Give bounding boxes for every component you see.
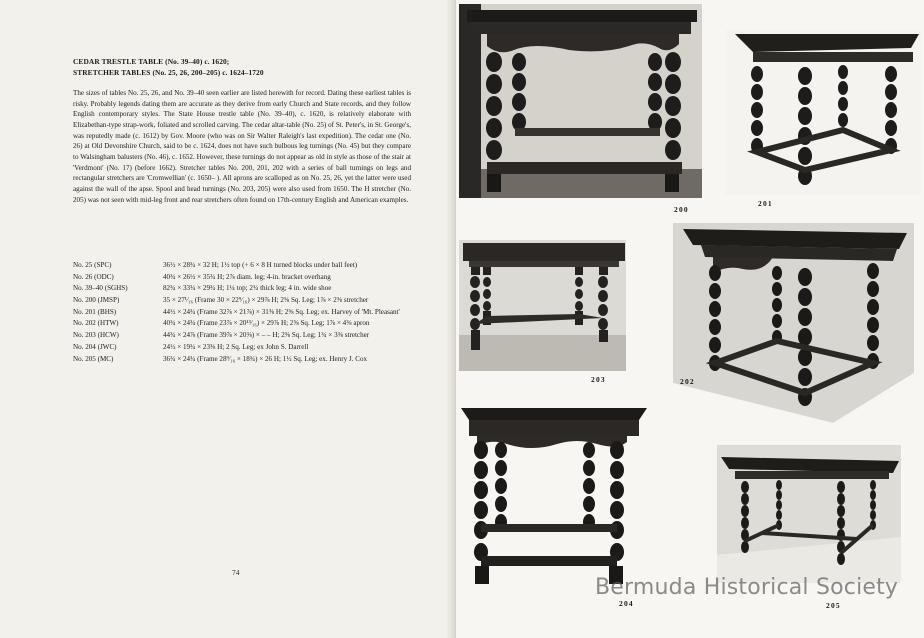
photo-table-203: [459, 240, 626, 371]
spec-desc: 35 × 27¹⁄₁₆ (Frame 30 × 22⁹⁄₁₆) × 29⅞ H; 2⅝ Sq. Leg; 1⅞ × 2⅜ stretcher: [163, 296, 369, 305]
photo-table-205: [717, 445, 901, 583]
spec-id: No. 200 (JMSP): [73, 296, 120, 305]
spec-desc: 36¾ × 24¾ (Frame 28⁹⁄₁₆ × 18¾) × 26 H; 1½ Sq. Leg; ex. Henry J. Cox: [163, 354, 368, 363]
photo-table-201: [725, 30, 921, 195]
spec-row: [73, 330, 413, 341]
caption-203: 203: [591, 375, 606, 384]
spec-row: [73, 295, 413, 306]
caption-201: 201: [758, 199, 773, 208]
spec-desc: 24½ × 19¾ × 23⅜ H; 2 Sq. Leg; ex John S. Darrell: [163, 342, 309, 351]
caption-205: 205: [826, 601, 841, 610]
spec-row: [73, 272, 413, 283]
spec-id: No. 202 (HTW): [73, 319, 119, 328]
section-heading: [73, 56, 433, 78]
heading-line-1: CEDAR TRESTLE TABLE (No. 39–40) c. 1620;: [73, 57, 230, 66]
photo-table-202: [673, 223, 914, 423]
spec-row: [73, 283, 413, 294]
spec-id: No. 205 (MC): [73, 354, 114, 363]
spec-desc: 82¾ × 33¾ × 29¾ H; 1¼ top; 2¾ thick leg; 4 in. wide shoe: [163, 284, 332, 293]
caption-204: 204: [619, 599, 634, 608]
heading-line-2: STRETCHER TABLES (No. 25, 26, 200–205) c. 1624–1720: [73, 68, 264, 77]
spec-desc: 44¾ × 24⅞ (Frame 39⅞ × 20⅜) × – – H; 2⅜ Sq. Leg; 1¾ × 3⅜ stretcher: [163, 331, 370, 340]
spec-id: No. 25 (SPC): [73, 261, 112, 269]
spec-id: No. 203 (HCW): [73, 331, 119, 340]
caption-202: 202: [680, 377, 695, 386]
spec-row: [73, 260, 413, 271]
spec-desc: 36½ × 28¾ × 32 H; 1½ top (+ 6 × 8 H turned blocks under ball feet): [163, 261, 358, 269]
spec-row: [73, 307, 413, 318]
photo-table-200: [459, 4, 702, 198]
spec-row: [73, 318, 413, 329]
spec-id: No. 26 (ODC): [73, 272, 114, 281]
caption-200: 200: [674, 205, 689, 214]
page-number: 74: [232, 568, 240, 577]
spec-desc: 40¾ × 24¾ (Frame 23⅞ × 20¹³⁄₁₆) × 29⅞ H; 2⅝ Sq. Leg; 1⅞ × 4⅜ apron: [163, 319, 370, 328]
left-page: [0, 0, 456, 638]
spec-row: [73, 354, 413, 365]
spec-id: No. 204 (JWC): [73, 342, 117, 351]
spec-desc: 44½ × 24¾ (Frame 32⅞ × 21⅞) × 31⅜ H; 2⅝ Sq. Leg; ex. Harvey of 'Mt. Pleasant': [163, 307, 400, 316]
body-paragraph: The sizes of tables No. 25, 26, and No. 39–40 seen earlier are listed herewith for record. Dating these earliest tables is risky. Probably legends dating them are accurate as they derive from early Church and State records, and they follow English contemporary styles. The State House trestle table (No. 39–40), c. 1620, is relatively elaborate with Elizabethan-type strap-work, foliated and scrolled carving. The cedar altar-table (No. 25) of St. Peter's, in St. George's, was reputedly made (c. 1612) by Gov. Moore (who was on Sir Walter Raleigh's last expedition). The cedar one (No. 26) at Old Devonshire Church, said to be c. 1624, does not have such bulbous leg turnings (No. 45) but they compare to Walsingham balusters (No. 46), c. 1652. However, these turnings do not appear as old in style as those of the stair at 'Verdmont' (No. 17) (before 1662). Stretcher tables No. 200, 201, 202 with a series of ball turnings on legs and rectangular stretchers are 'Cromwellian' (c. 1650– ). All aprons are scalloped as on No. 25, 26, yet the latter were used against the wall of the apse. Spool and head turnings (No. 203, 205) were also used from 1650. The H stretcher (No. 205) was not seen with mid-leg front and rear stretchers often found on 17th-century English and American examples.: [73, 89, 411, 204]
spec-id: No. 201 (BHS): [73, 307, 117, 316]
specs-table: [73, 260, 413, 365]
watermark-text: Bermuda Historical Society: [595, 575, 899, 600]
spec-row: [73, 342, 413, 353]
photo-table-204: [459, 406, 649, 596]
spec-desc: 40¾ × 26½ × 35¾ H; 2⅞ diam. leg; 4-in. bracket overhang: [163, 272, 331, 281]
spec-id: No. 39–40 (SGHS): [73, 284, 128, 293]
